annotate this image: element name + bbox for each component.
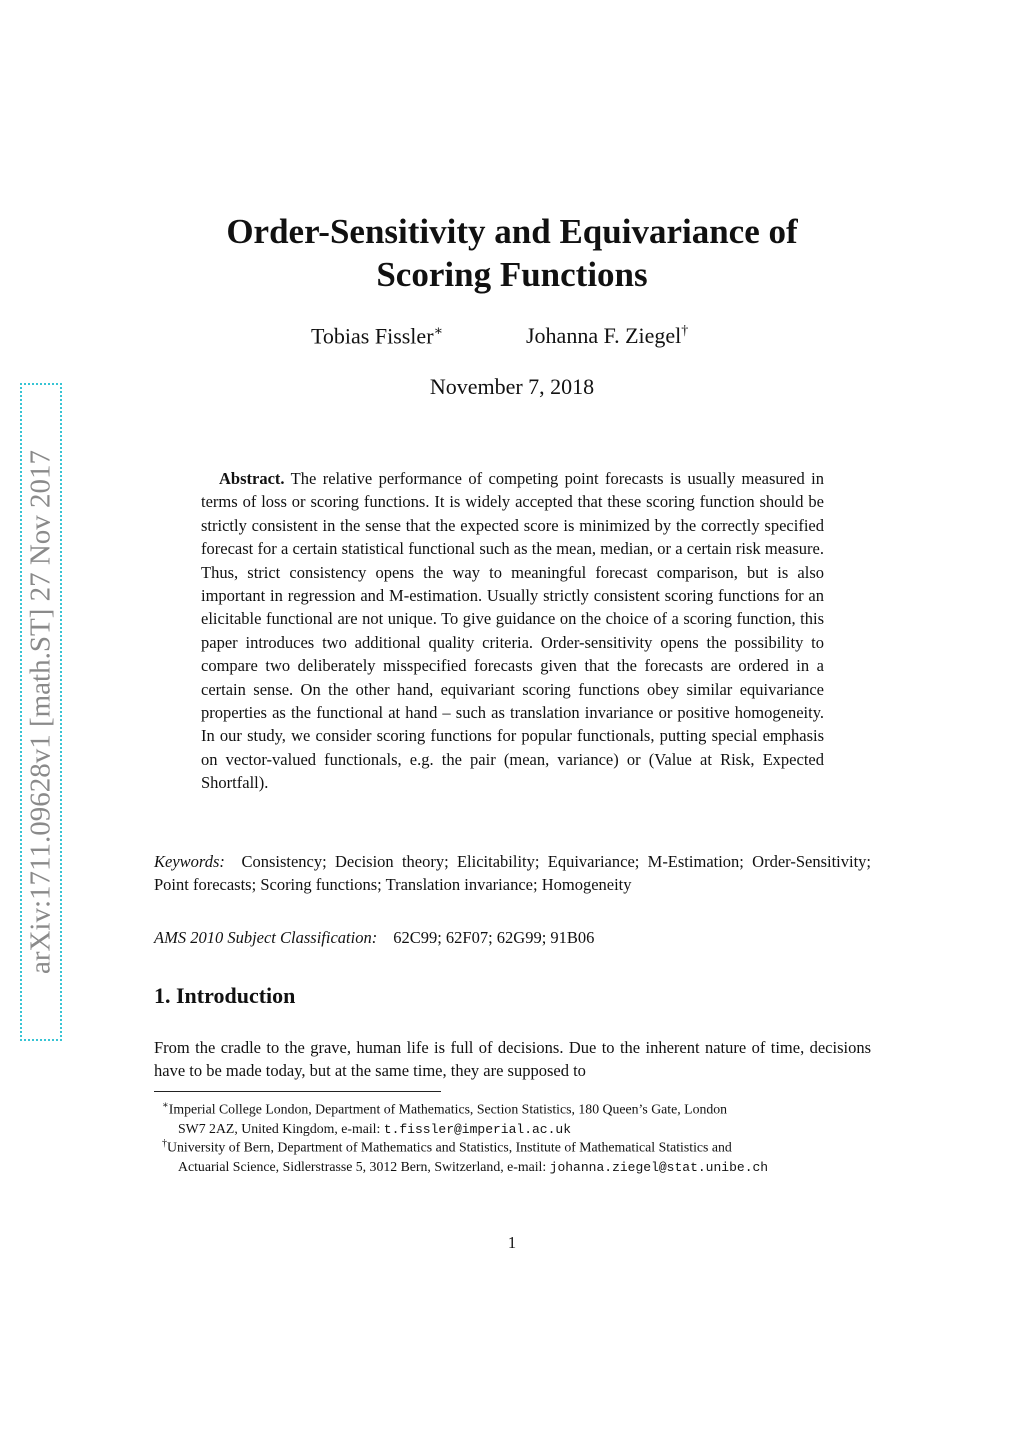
ams-codes: 62C99; 62F07; 62G99; 91B06 xyxy=(393,928,595,947)
authors xyxy=(0,323,1024,357)
abstract-text: The relative performance of competing point forecasts is usually measured in terms of loss or scoring functions. It is widely accepted that these scoring function should be strictly consistent in the sense that the expected score is minimized by the correctly specified forecast for a certain statistical functional such as the mean, median, or a certain risk measure. Thus, strict consistency opens the way to meaningful forecast comparison, but is also important in regression and M-estimation. Usually strictly consistent scoring functions for an elicitable functional are not unique. To give guidance on the choice of a scoring function, this paper introduces two additional quality criteria. Order-sensitivity opens the possibility to compare two deliberately misspecified forecasts given that the forecasts are ordered in a certain sense. On the other hand, equivariant scoring functions obey similar equivariance properties as the functional at hand – such as translation invariance or positive homogeneity. In our study, we consider scoring functions for popular functionals, putting special emphasis on vector-valued functionals, e.g. the pair (mean, variance) or (Value at Risk, Expected Shortfall). xyxy=(201,469,825,793)
arxiv-stamp-text: arXiv:1711.09628v1 [math.ST] 27 Nov 2017 xyxy=(24,449,57,975)
footnote-2-line2: Actuarial Science, Sidlerstrasse 5, 3012 Bern, Switzerland, e-mail: xyxy=(178,1159,547,1175)
title-line-2: Scoring Functions xyxy=(376,255,648,294)
section-heading: 1. Introduction xyxy=(154,983,296,1008)
keywords xyxy=(154,850,871,897)
keywords-text: Consistency; Decision theory; Elicitability; Equivariance; M-Estimation; Order-Sensitivity; Point forecasts; Scoring functions; Translation invariance; Homogeneity xyxy=(154,852,871,895)
footnote-2-email[interactable]: johanna.ziegel@stat.unibe.ch xyxy=(549,1160,769,1176)
footnote-1-email[interactable]: t.fissler@imperial.ac.uk xyxy=(383,1122,572,1138)
abstract xyxy=(201,467,824,795)
abstract-label: Abstract. xyxy=(219,469,285,488)
ams-classification xyxy=(154,926,871,949)
footnote-2-mark: † xyxy=(162,1138,167,1149)
footnote-rule xyxy=(154,1091,441,1092)
paper-title xyxy=(150,210,874,296)
arxiv-stamp xyxy=(20,383,62,1041)
author-2-mark: † xyxy=(681,323,689,339)
author-1-mark: ∗ xyxy=(433,324,444,339)
paper-date: November 7, 2018 xyxy=(429,374,595,399)
footnote-2-cont xyxy=(162,1157,871,1178)
footnote-1-line1: Imperial College London, Department of Mathematics, Section Statistics, 180 Queen’s Gate, London xyxy=(168,1101,728,1117)
page-number: 1 xyxy=(507,1233,517,1252)
footnote-2-line1: University of Bern, Department of Mathematics and Statistics, Institute of Mathematical Statistics and xyxy=(167,1139,732,1155)
footnote-1-line2: SW7 2AZ, United Kingdom, e-mail: xyxy=(178,1121,381,1137)
introduction-text: From the cradle to the grave, human life is full of decisions. Due to the inherent nature of time, decisions have to be made today, but at the same time, they are supposed to xyxy=(154,1038,871,1081)
author-2-name: Johanna F. Ziegel xyxy=(526,323,682,348)
ams-label: AMS 2010 Subject Classification: xyxy=(154,928,378,947)
footnote-1-mark: ∗ xyxy=(162,1100,169,1111)
author-2 xyxy=(526,323,688,349)
author-1-name: Tobias Fissler xyxy=(311,323,434,349)
footnote-2 xyxy=(162,1134,871,1178)
keywords-label: Keywords: xyxy=(154,852,225,871)
author-1 xyxy=(311,323,443,349)
title-line-1: Order-Sensitivity and Equivariance of xyxy=(226,212,798,251)
